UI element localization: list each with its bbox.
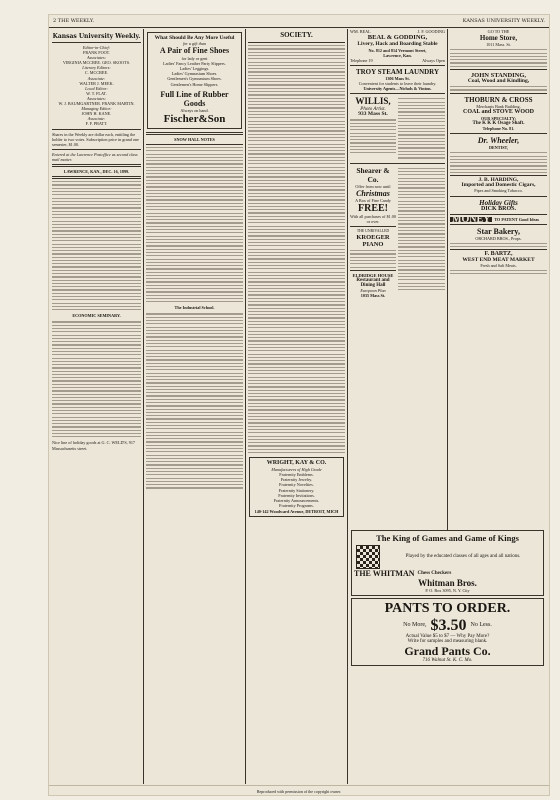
thoburn-name: THOBURN & CROSS: [464, 95, 533, 104]
home-store: Home Store,: [479, 34, 518, 43]
staff-line: Associate:: [87, 75, 106, 81]
column-2: [146, 29, 243, 784]
dateline: LAWRENCE, KAN., DEC. 16, 1899.: [63, 168, 130, 174]
ad-item: for lady or gent: [181, 56, 208, 62]
bartz-name: F. BARTZ,: [484, 251, 513, 258]
article-body: [248, 45, 345, 453]
top-name-right: J. F. GOODING: [417, 29, 445, 34]
column-rule: [347, 29, 348, 784]
top-name-left: WM. BEAL: [350, 29, 371, 34]
shearer-subtitle: Offer from now until: [355, 183, 391, 189]
ad-item: Fraternity Emblems.: [279, 472, 314, 478]
harding-products: Imported and Domestic Cigars,: [461, 182, 536, 189]
ad-subtitle: Always on hand.: [180, 107, 209, 113]
thoburn-products: COAL and STOVE WOOD: [463, 108, 534, 115]
section-heading: The Industrial School.: [174, 305, 215, 311]
specialty-label: OUR SPECIALTY:: [481, 115, 516, 121]
pants-company: Grand Pants Co.: [404, 644, 491, 659]
laundry-agents: University Agents—Nichols & Vinton.: [363, 86, 432, 92]
staff-line: F. F. PRATT.: [85, 121, 108, 127]
staff-line: W. J. BAUMGARTNER. FRANK MARTIN.: [58, 101, 135, 107]
laundry-address: 1306 Mass St.: [385, 75, 410, 81]
restaurant-address: 1035 Mass St.: [360, 293, 386, 299]
ad-headline: A Pair of Fine Shoes: [159, 46, 230, 56]
article-body: [398, 166, 445, 299]
harding-name: J. B. HARDING,: [478, 177, 519, 184]
ad-address: 140-142 Woodward Avenue, DETROIT, MICH: [254, 508, 339, 514]
kinggames-title: The King of Games and Game of Kings: [376, 533, 519, 543]
shoe-advertisement: [147, 32, 242, 129]
specialty-item: The K K K Osage Shaft.: [472, 120, 525, 126]
ad-subtitle: Manufacturers of High Grade: [271, 467, 322, 473]
masthead: Kansas University Weekly.: [52, 33, 141, 40]
ad-item: Fraternity Invitations.: [278, 492, 315, 498]
goto-label: GO TO THE: [487, 29, 510, 34]
thoburn-phone: Telephone No. 81.: [482, 126, 515, 131]
staff-line: FRANK FOOT.: [83, 50, 110, 56]
column-3: [248, 29, 345, 784]
reproduction-notice: Reproduced with permission of the copyright owner.: [49, 785, 549, 796]
restaurant-name: Restaurant and Dining Hall: [356, 277, 390, 289]
ad-subtitle: for a gift than: [182, 41, 207, 46]
shearer-subtitle: With all purchases of $1.00 or over.: [350, 213, 396, 224]
staff-line: Associates:: [86, 95, 107, 101]
star-bakery: Star Bakery,: [477, 226, 520, 236]
section-heading: ECONOMIC SEMINARY.: [72, 313, 121, 319]
advertiser-name: WRIGHT, KAY & CO.: [266, 460, 327, 467]
footer-note: Nice line of holiday goods at G. C. WELD'S, 917 Massachusetts street.: [52, 440, 136, 451]
livery-telephone: Telephone 19: [350, 57, 373, 63]
lower-ads: [350, 530, 545, 785]
article-body: [398, 96, 445, 160]
pants-price: $3.50: [430, 617, 467, 635]
ad-item: Gentlemen's Home Slippers.: [170, 81, 219, 87]
pants-advertisement: [351, 598, 544, 666]
article-body: [52, 321, 141, 437]
column-5: [450, 29, 547, 529]
standing-name: JOHN STANDING,: [470, 71, 527, 79]
staff-line: VIRGINIA MCCREE. GEO. SKOOTS.: [62, 60, 131, 66]
staff-line: Associates:: [86, 55, 107, 61]
ad-item: Ladies' Leggings.: [179, 66, 210, 72]
newspaper-page: [48, 14, 550, 796]
laundry-subtitle: Convenient for students to leave their laundry.: [358, 80, 437, 86]
staff-line: Editor-in-Chief:: [82, 45, 111, 50]
pants-no-more: No More,: [403, 622, 427, 629]
pants-subtitle: Actual Value $5 to $7 — Why Pay More?: [405, 634, 490, 640]
pants-no-less: No Less.: [470, 622, 492, 629]
willis-address: 933 Mass St.: [358, 111, 388, 118]
staff-line: Managing Editor:: [81, 106, 112, 112]
staff-line: Literary Editors:: [82, 65, 111, 71]
restaurant-subtitle: European Plan: [360, 288, 386, 294]
livery-hours: Always Open: [422, 57, 445, 63]
livery-city: Lawrence, Kan.: [383, 52, 412, 58]
page-header: [49, 15, 549, 28]
harding-subtitle: Pipes and Smoking Tobacco.: [474, 188, 523, 194]
staff-line: WALTER J. MEEK.: [79, 80, 114, 86]
star-bakery-owners: ORCHARD BROS., Props.: [475, 235, 522, 241]
whitman-address: P. O. Box 3095, N. Y. City: [425, 588, 470, 594]
livery-address: No. 812 and 814 Vermont Street,: [368, 47, 427, 53]
whitman-products: Chess Checkers: [417, 571, 452, 576]
patent-text: TO PATENT Good Ideas: [494, 216, 540, 222]
kinggames-text: Played by the educated classes of all ages and all nations.: [405, 554, 521, 559]
meat-market-subtitle: Fresh and Salt Meats.: [480, 262, 517, 268]
holiday-gifts: Holiday Gifts: [479, 198, 518, 207]
kroeger-name: KROEGER PIANO: [356, 234, 390, 249]
header-right: KANSAS UNIVERSITY WEEKLY.: [462, 18, 545, 24]
ad-item: Gentlemen's Gymnasium Shoes.: [167, 76, 222, 82]
article-body: [146, 147, 243, 302]
pants-headline: PANTS TO ORDER.: [384, 601, 511, 617]
meat-market: WEST END MEAT MARKET: [462, 256, 535, 263]
checkerboard-icon: [356, 545, 380, 569]
ad-headline: Full Line of Rubber Goods: [160, 89, 229, 108]
eldridge-name: ELDRIDGE HOUSE: [352, 272, 394, 278]
money-banner: MONEY: [452, 213, 491, 225]
whitman-company: Whitman Bros.: [418, 578, 477, 589]
ad-item: Fraternity Announcements.: [273, 497, 320, 503]
kroeger-header: THE UNRIVALLED: [356, 228, 390, 233]
header-left: 2 THE WEEKLY.: [53, 18, 95, 24]
ad-item: Ladies' Gymnasium Shoes.: [171, 71, 218, 77]
staff-line: C. MCCREE.: [84, 70, 109, 76]
shearer-subtitle: A Box of Fine Candy: [355, 197, 391, 203]
ad-title: What Should Be Any More Useful: [154, 35, 235, 41]
staff-line: JOHN H. KANE.: [81, 111, 112, 117]
laundry-name: TROY STEAM LAUNDRY: [355, 67, 440, 76]
pants-address: 716 Walnut St. K. C. Mo.: [422, 658, 473, 664]
livery-title: Livery, Hack and Boarding Stable: [357, 41, 438, 48]
shearer-free: FREE!: [358, 202, 388, 214]
notice-text: Shares in the Weekly are dollar each, entitling the holder to two votes. Subscription price in grand one semester, $1.00.: [52, 131, 139, 147]
wheeler-name: Dr. Wheeler,: [477, 136, 520, 146]
staff-line: Associate:: [87, 116, 106, 122]
king-of-games-advertisement: [351, 530, 544, 596]
willis-name: WILLIS,: [355, 96, 391, 107]
ad-item: Ladies' Fancy Leather Party Slippers.: [163, 61, 226, 67]
column-1: [52, 29, 141, 784]
entered-notice: Entered at the Lawrence Postoffice as second class mail matter.: [52, 151, 138, 162]
section-heading: SNOW HALL NOTES: [174, 136, 215, 142]
article-body: [146, 313, 243, 488]
ad-item: Fraternity Stationery.: [278, 487, 315, 493]
pants-subtitle: Write for samples and measuring blank.: [407, 639, 488, 645]
shearer-name: Shearer & Co.: [356, 165, 390, 184]
column-rule: [143, 29, 144, 784]
wright-kay-advertisement: [249, 457, 344, 517]
home-store-address: 1011 Mass. St.: [486, 42, 511, 48]
column-rule: [245, 29, 246, 784]
article-body: [52, 181, 141, 310]
livery-name: BEAL & GODDING,: [367, 34, 428, 42]
shearer-headline: Christmas: [356, 188, 390, 198]
whitman-name: THE WHITMAN: [354, 569, 415, 578]
wheeler-title: DENTIST,: [488, 145, 509, 151]
ad-item: Fraternity Jewelry.: [280, 477, 313, 483]
thoburn-subtitle: Merchants Bank Building,: [476, 103, 521, 109]
ad-item: Fraternity Programs.: [279, 502, 314, 508]
staff-line: Local Editor:: [85, 85, 108, 91]
dick-bros: DICK BROS.: [480, 205, 516, 212]
willis-subtitle: Photo Artist.: [360, 107, 386, 113]
staff-line: W. T. FLAT.: [86, 90, 107, 96]
advertiser-name: Fischer&Son: [163, 112, 226, 125]
ad-item: Fraternity Novelties.: [279, 482, 314, 488]
section-heading: SOCIETY.: [280, 31, 313, 39]
standing-products: Coal, Wood and Kindling,: [467, 77, 530, 84]
